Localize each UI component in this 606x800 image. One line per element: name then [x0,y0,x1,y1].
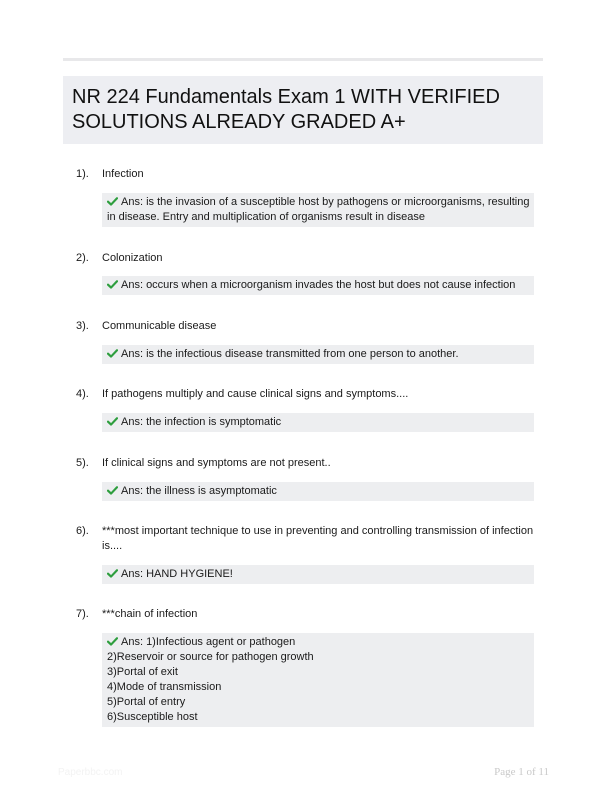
answer-box [102,482,534,501]
answer-box [102,633,534,727]
answer-line: Ans: 1)Infectious agent or pathogen [107,635,530,650]
question-number: 2). [76,252,89,264]
question-text: If clinical signs and symptoms are not present.. [102,457,331,469]
answer-box [102,276,534,295]
question-text: Infection [102,168,144,180]
question-text: If pathogens multiply and cause clinical signs and symptoms.... [102,388,409,400]
answer-box [102,193,534,227]
answer-line: Ans: is the invasion of a susceptible host by pathogens or microorganisms, resulting in disease. Entry and multiplication of organisms result in disease [107,196,530,223]
check-icon [107,349,118,358]
question-text: ***chain of infection [102,608,198,620]
check-icon [107,486,118,495]
check-icon [107,569,118,578]
header-divider [63,58,543,61]
answer-line: Ans: HAND HYGIENE! [107,567,530,582]
answer-line: 4)Mode of transmission [107,681,222,693]
document-title: NR 224 Fundamentals Exam 1 WITH VERIFIED SOLUTIONS ALREADY GRADED A+ [72,86,500,133]
question-text: Communicable disease [102,320,217,332]
page-indicator: Page 1 of 11 [494,766,549,778]
answer-box [102,345,534,364]
answer-line: Ans: the illness is asymptomatic [107,484,530,499]
answer-line: 2)Reservoir or source for pathogen growth [107,651,314,663]
title-banner [63,76,543,144]
answer-line: Ans: is the infectious disease transmitted from one person to another. [107,347,530,362]
answer-box [102,565,534,584]
check-icon [107,637,118,646]
question-number: 7). [76,608,89,620]
question-number: 6). [76,525,89,537]
answer-line: 6)Susceptible host [107,711,198,723]
check-icon [107,280,118,289]
question-text: ***most important technique to use in preventing and controlling transmission of infection is.... [102,525,534,552]
check-icon [107,417,118,426]
question-number: 3). [76,320,89,332]
question-number: 4). [76,388,89,400]
check-icon [107,197,118,206]
answer-line: Ans: the infection is symptomatic [107,415,530,430]
answer-box [102,413,534,432]
answer-line: Ans: occurs when a microorganism invades the host but does not cause infection [107,278,530,293]
answer-line: 5)Portal of entry [107,696,186,708]
question-text: Colonization [102,252,163,264]
question-number: 1). [76,168,89,180]
question-number: 5). [76,457,89,469]
footer-watermark: Paperbbc.com [58,767,123,778]
answer-line: 3)Portal of exit [107,666,178,678]
